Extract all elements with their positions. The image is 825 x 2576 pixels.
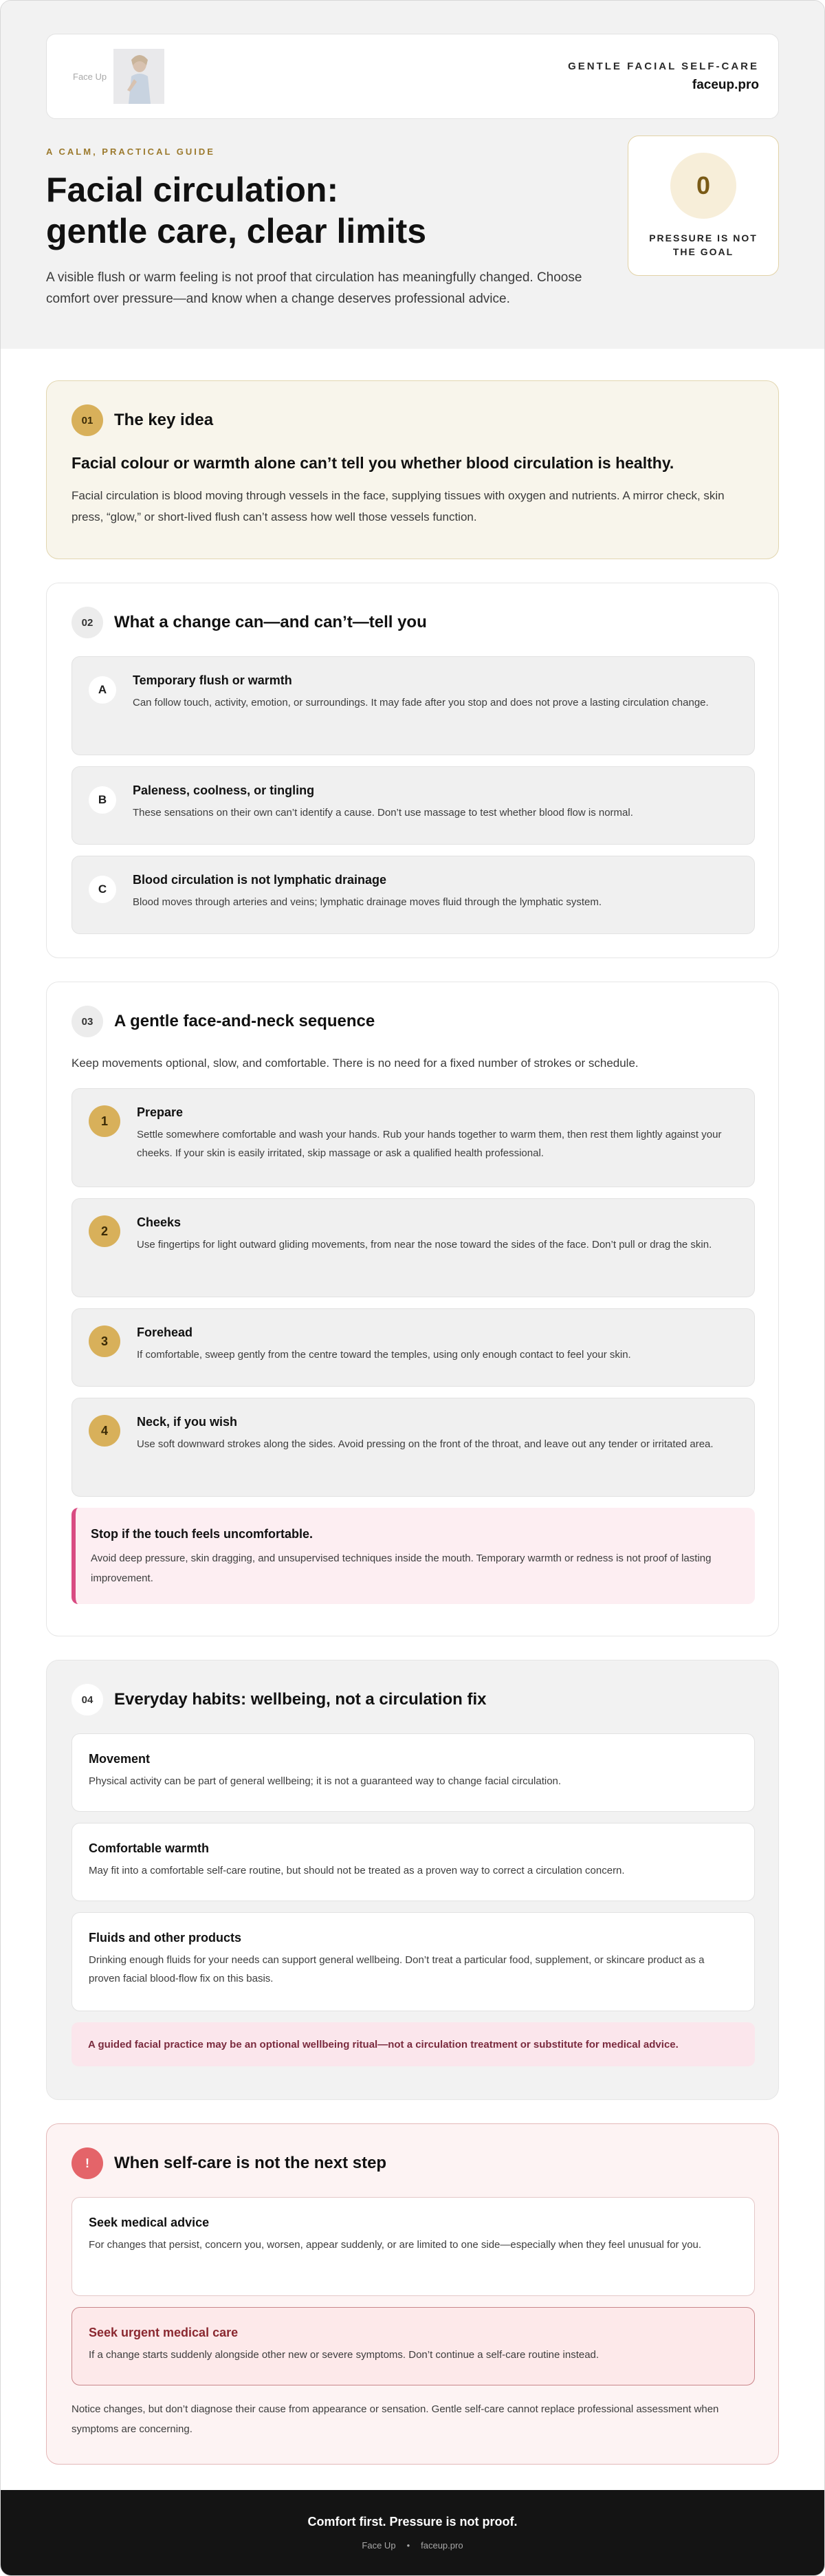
brand-card <box>46 34 779 119</box>
info-card <box>72 656 755 755</box>
card-letter: A <box>89 676 116 704</box>
section-number: 02 <box>72 607 103 638</box>
section-title: The key idea <box>114 411 214 429</box>
card-title: Blood circulation is not lymphatic drainage <box>133 873 387 887</box>
section-title: What a change can—and can’t—tell you <box>114 613 427 631</box>
habit-card <box>72 1733 755 1812</box>
habit-text: Drinking enough fluids for your needs can support general wellbeing. Don’t treat a particular food, supplement, or skincare product as a proven facial blood-flow fix on this basis. <box>89 1954 705 1984</box>
card-text: Can follow touch, activity, emotion, or surroundings. It may fade after you stop and does not prove a lasting circulation change. <box>133 697 709 708</box>
step-text: Use soft downward strokes along the sides. Avoid pressing on the front of the throat, and leave out any tender or irritated area. <box>137 1438 714 1450</box>
footer-brand[interactable]: Face Up <box>362 2540 396 2551</box>
brand-tagline: GENTLE FACIAL SELF-CARE <box>568 60 759 72</box>
habit-text: May fit into a comfortable self-care routine, but should not be treated as a proven way to correct a circulation concern. <box>89 1865 625 1876</box>
step-title: Neck, if you wish <box>137 1415 238 1429</box>
card-letter: C <box>89 876 116 903</box>
pressure-card <box>628 136 779 276</box>
section-title: When self-care is not the next step <box>114 2154 387 2172</box>
urgent-care-title: Seek urgent medical care <box>89 2326 239 2339</box>
habit-card <box>72 1823 755 1901</box>
card-title: Paleness, coolness, or tingling <box>133 783 315 797</box>
step-card <box>72 1308 755 1387</box>
page-title-line2: gentle care, clear limits <box>46 212 427 250</box>
step-title: Cheeks <box>137 1215 182 1229</box>
footer-links <box>1 2540 824 2551</box>
step-number: 3 <box>89 1325 120 1357</box>
pressure-value: 0 <box>670 153 736 219</box>
key-idea-lead: Facial colour or warmth alone can’t tell you whether blood circulation is healthy. <box>72 454 674 472</box>
brand-domain[interactable]: faceup.pro <box>692 77 759 92</box>
stop-warning-text: Avoid deep pressure, skin dragging, and unsupervised techniques inside the mouth. Temporary warmth or redness is not proof of lasting improvement. <box>91 1552 712 1584</box>
card-title: Temporary flush or warmth <box>133 673 292 687</box>
page-title <box>46 169 610 252</box>
stop-warning-title: Stop if the touch feels uncomfortable. <box>91 1527 314 1541</box>
sequence-intro: Keep movements optional, slow, and comfortable. There is no need for a fixed number of strokes or schedule. <box>72 1057 639 1070</box>
habit-title: Comfortable warmth <box>89 1841 210 1855</box>
habit-title: Fluids and other products <box>89 1931 242 1945</box>
hero-kicker: A CALM, PRACTICAL GUIDE <box>46 147 215 157</box>
habit-text: Physical activity can be part of general wellbeing; it is not a guaranteed way to change facial circulation. <box>89 1775 562 1787</box>
medical-advice-card <box>72 2197 755 2296</box>
hero-subtitle: A visible flush or warm feeling is not proof that circulation has meaningfully changed. Choose comfort over pressure—and know when a change deserves professional advice. <box>46 270 582 306</box>
step-text: Settle somewhere comfortable and wash your hands. Rub your hands together to warm them, then rest them lightly against your cheeks. If your skin is easily irritated, skip massage or ask a qualified health professional. <box>137 1129 722 1159</box>
card-text: Blood moves through arteries and veins; lymphatic drainage moves fluid through the lymphatic system. <box>133 896 602 908</box>
step-card <box>72 1088 755 1187</box>
section-title: A gentle face-and-neck sequence <box>114 1012 375 1030</box>
hero <box>1 1 824 349</box>
brand-photo <box>113 49 164 104</box>
section-title: Everyday habits: wellbeing, not a circulation fix <box>114 1690 487 1709</box>
info-card <box>72 766 755 845</box>
urgent-care-card <box>72 2307 755 2385</box>
step-title: Prepare <box>137 1105 184 1119</box>
self-care-footnote: Notice changes, but don’t diagnose their cause from appearance or sensation. Gentle self-care cannot replace professional assessment when symptoms are concerning. <box>72 2403 719 2435</box>
footer-domain[interactable]: faceup.pro <box>421 2540 463 2551</box>
section-what-change-tells <box>46 583 779 958</box>
urgent-care-text: If a change starts suddenly alongside other new or severe symptoms. Don’t continue a self-care routine instead. <box>89 2349 600 2361</box>
step-card <box>72 1198 755 1297</box>
step-number: 1 <box>89 1105 120 1137</box>
page-title-line1: Facial circulation: <box>46 171 339 209</box>
medical-advice-title: Seek medical advice <box>89 2216 210 2229</box>
step-text: Use fingertips for light outward gliding movements, from near the nose toward the sides of the face. Don’t pull or drag the skin. <box>137 1239 712 1251</box>
habit-card <box>72 1912 755 2011</box>
card-text: These sensations on their own can’t identify a cause. Don’t use massage to test whether blood flow is normal. <box>133 807 633 819</box>
step-number: 2 <box>89 1215 120 1247</box>
brand-logo[interactable] <box>73 49 164 104</box>
pressure-label: PRESSURE IS NOT THE GOAL <box>649 232 758 257</box>
card-letter: B <box>89 786 116 814</box>
key-idea-body: Facial circulation is blood moving through vessels in the face, supplying tissues with oxygen and nutrients. A mirror check, skin press, “glow,” or short-lived flush can’t assess how well those vessels function. <box>72 489 725 523</box>
section-number: 01 <box>72 404 103 436</box>
alert-icon: ! <box>72 2147 103 2179</box>
section-habits <box>46 1660 779 2100</box>
footer-separator: • <box>406 2540 410 2551</box>
section-number: 03 <box>72 1006 103 1037</box>
info-card <box>72 856 755 934</box>
step-text: If comfortable, sweep gently from the centre toward the temples, using only enough contact to feel your skin. <box>137 1349 631 1361</box>
habit-title: Movement <box>89 1752 151 1766</box>
habits-note: A guided facial practice may be an optional wellbeing ritual—not a circulation treatment or substitute for medical advice. <box>72 2022 755 2066</box>
section-when-not-self-care <box>46 2123 779 2465</box>
footer <box>1 2490 824 2575</box>
medical-advice-text: For changes that persist, concern you, worsen, appear suddenly, or are limited to one side—especially when they feel unusual for you. <box>89 2239 702 2251</box>
brand-logo-text: Face Up <box>73 71 107 82</box>
stop-warning <box>72 1508 755 1604</box>
section-number: 04 <box>72 1684 103 1715</box>
footer-title: Comfort first. Pressure is not proof. <box>307 2515 518 2529</box>
step-number: 4 <box>89 1415 120 1447</box>
step-card <box>72 1398 755 1497</box>
section-key-idea <box>46 380 779 559</box>
step-title: Forehead <box>137 1325 193 1339</box>
section-sequence <box>46 982 779 1636</box>
